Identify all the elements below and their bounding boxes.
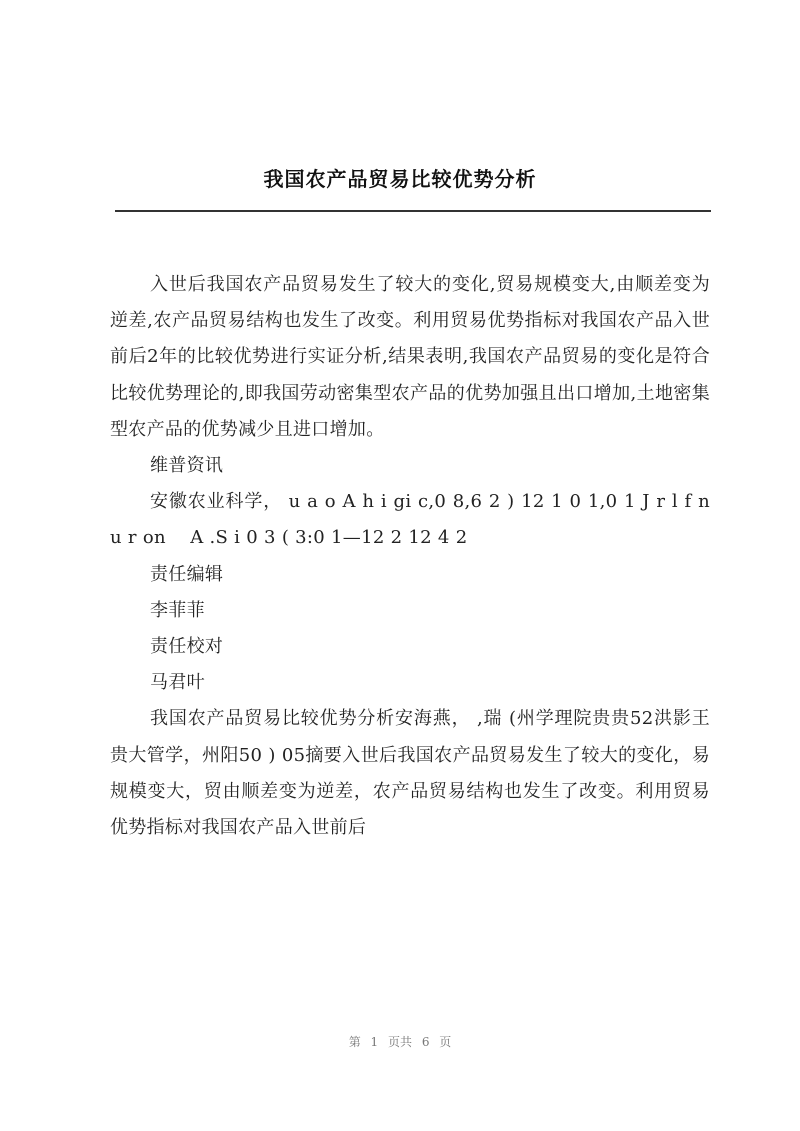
document-body xyxy=(110,267,710,846)
source-label: 维普资讯 xyxy=(150,455,224,477)
editor-name: 李菲菲 xyxy=(150,599,205,621)
page-footer: 第 1 页共 6 页 xyxy=(348,1035,452,1049)
page-title: 我国农产品贸易比较优势分析 xyxy=(263,167,537,191)
proofreader-name: 马君叶 xyxy=(150,672,205,694)
proofreader-label: 责任校对 xyxy=(150,636,224,658)
title-divider xyxy=(115,210,711,212)
article-text-paragraph: 我国农产品贸易比较优势分析安海燕， ,瑞 (州学理院贵贵52洪影王贵大管学，州阳50 ) 05摘要入世后我国农产品贸易发生了较大的变化，易规模变大，贸由顺差变为逆差，农产品贸易结构也发生了改变。利用贸易优势指标对我国农产品入世前后 xyxy=(110,708,710,839)
editor-label: 责任编辑 xyxy=(150,563,224,585)
abstract-paragraph: 入世后我国农产品贸易发生了较大的变化,贸易规模变大,由顺差变为逆差,农产品贸易结构也发生了改变。利用贸易优势指标对我国农产品入世前后2年的比较优势进行实证分析,结果表明,我国农产品贸易的变化是符合比较优势理论的,即我国劳动密集型农产品的优势加强且出口增加,土地密集型农产品的优势减少且进口增加。 xyxy=(110,274,710,440)
citation-line: 安徽农业科学， u a o A h i gi c,0 8,6 2 ) 12 1 0 1,0 1 J r l f n u r on A .S i 0 3 ( 3:0 1—12 2 12 4 2 xyxy=(110,491,710,549)
